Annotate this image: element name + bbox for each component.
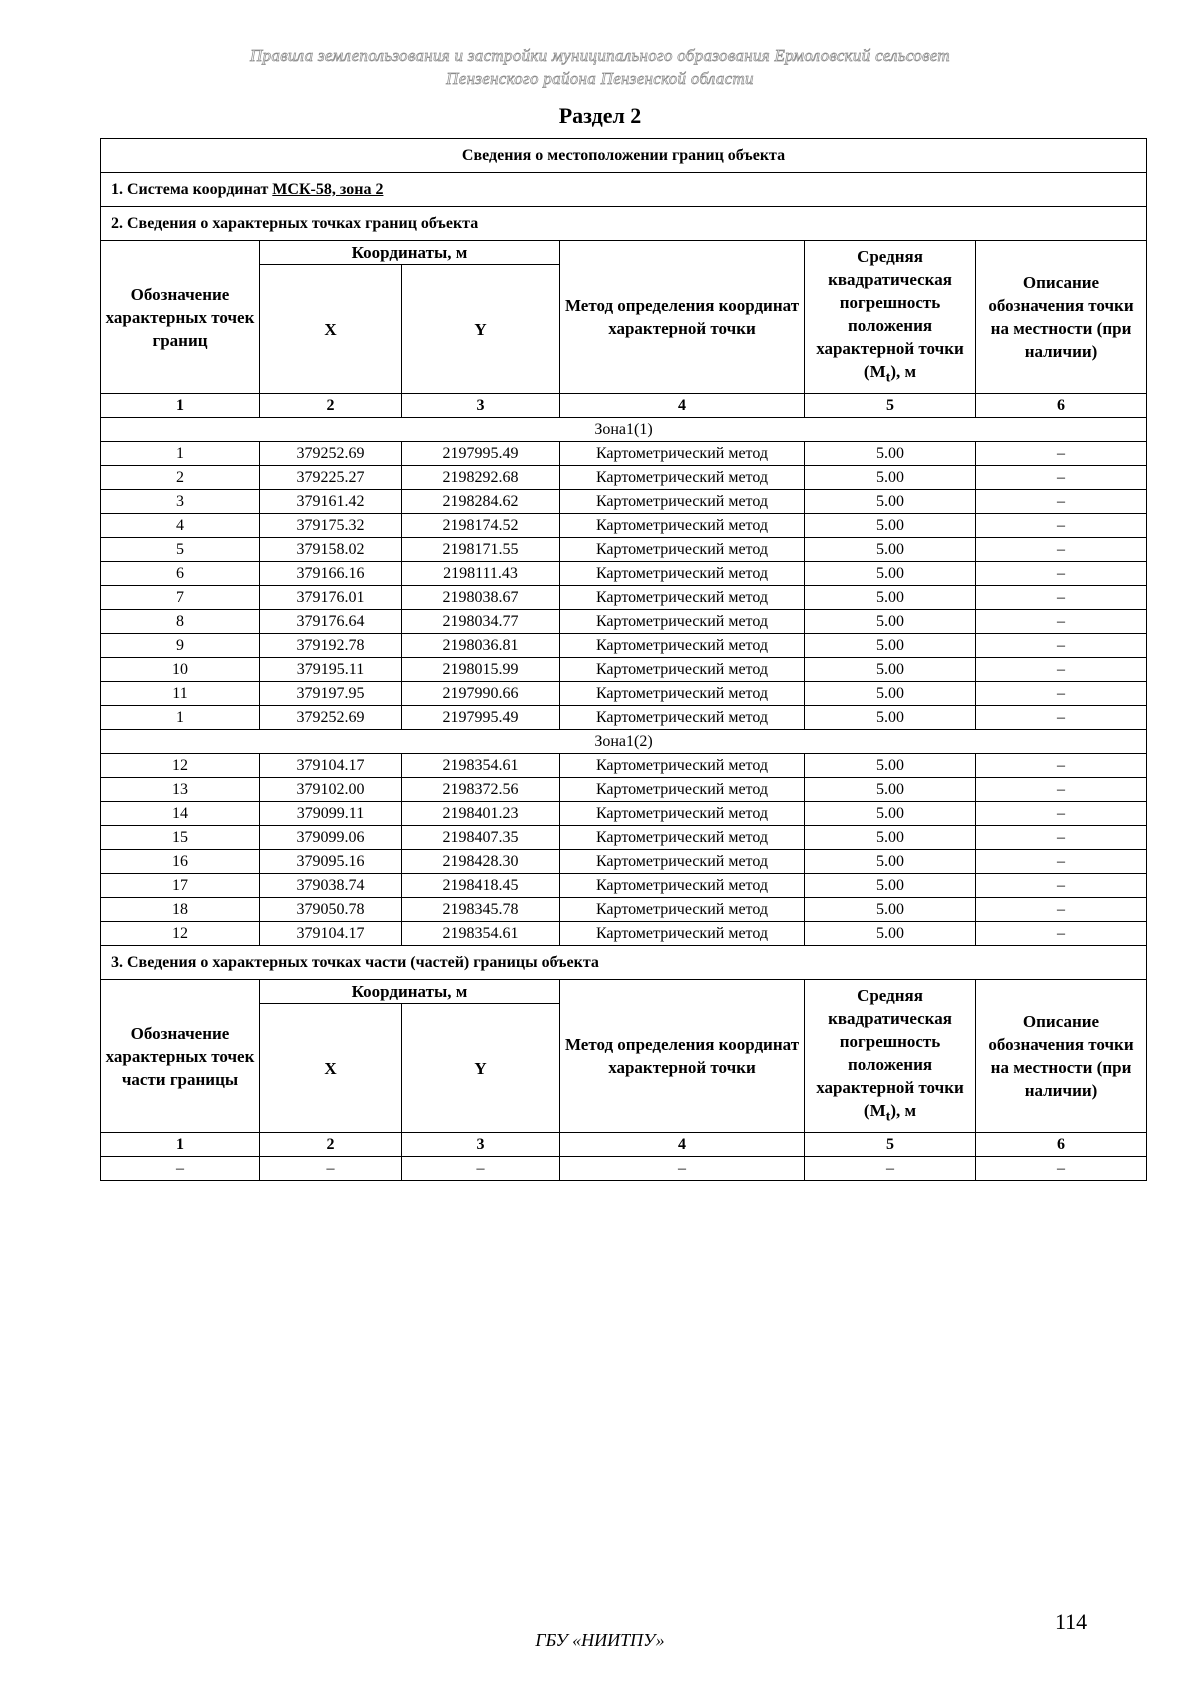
part-table-row [101, 1157, 1147, 1181]
coord-x: 379038.74 [260, 874, 402, 898]
description: – [976, 706, 1147, 730]
col-error-header-tail: ), м [890, 361, 917, 381]
point-id: 2 [101, 466, 260, 490]
point-id: 12 [101, 922, 260, 946]
method: Картометрический метод [560, 538, 805, 562]
column-numbers-row-2 [101, 1133, 1147, 1157]
table-row [101, 922, 1147, 946]
coord-x: 379050.78 [260, 898, 402, 922]
point-id: 5 [101, 538, 260, 562]
error-value: 5.00 [805, 490, 976, 514]
col-method-header-2: Метод определения координат характерной точки [560, 980, 805, 1133]
table-row [101, 514, 1147, 538]
col-error-header-text: Средняя квадратическая погрешность положения характерной точки (M [816, 246, 964, 381]
coord-x: 379195.11 [260, 658, 402, 682]
coord-y: 2198284.62 [402, 490, 560, 514]
description: – [976, 658, 1147, 682]
description: – [976, 634, 1147, 658]
error-value: 5.00 [805, 514, 976, 538]
table-row [101, 754, 1147, 778]
method: Картометрический метод [560, 658, 805, 682]
table-title: Сведения о местоположении границ объекта [101, 139, 1147, 173]
description: – [976, 514, 1147, 538]
column-number: 5 [805, 394, 976, 418]
zone-label: Зона1(1) [101, 418, 1147, 442]
table-row [101, 538, 1147, 562]
method: Картометрический метод [560, 682, 805, 706]
column-number: 6 [976, 1133, 1147, 1157]
method: Картометрический метод [560, 898, 805, 922]
table-row [101, 874, 1147, 898]
page-number: 114 [1055, 1609, 1088, 1634]
section-title: Раздел 2 [558, 103, 642, 128]
method: Картометрический метод [560, 802, 805, 826]
error-value: 5.00 [805, 802, 976, 826]
description: – [976, 586, 1147, 610]
col-error-header-2 [805, 980, 976, 1133]
error-value: 5.00 [805, 586, 976, 610]
point-id: 14 [101, 802, 260, 826]
error-value: 5.00 [805, 922, 976, 946]
method: Картометрический метод [560, 514, 805, 538]
col-description-header: Описание обозначения точки на местности (при наличии) [976, 241, 1147, 394]
column-number: 5 [805, 1133, 976, 1157]
col-error-header [805, 241, 976, 394]
coord-x: 379166.16 [260, 562, 402, 586]
method: Картометрический метод [560, 466, 805, 490]
col-coords-header-2: Координаты, м [260, 980, 560, 1004]
col-designation-header: Обозначение характерных точек границ [101, 241, 260, 394]
zone-row [101, 730, 1147, 754]
col-error-header-sub: t [885, 1108, 891, 1125]
point-id: 10 [101, 658, 260, 682]
description: – [976, 778, 1147, 802]
method: Картометрический метод [560, 778, 805, 802]
column-number: 4 [560, 394, 805, 418]
table-row [101, 442, 1147, 466]
coord-y: 2198354.61 [402, 754, 560, 778]
point-id: 9 [101, 634, 260, 658]
error-value: 5.00 [805, 682, 976, 706]
method: Картометрический метод [560, 610, 805, 634]
column-number: 1 [101, 1133, 260, 1157]
coord-y: 2198428.30 [402, 850, 560, 874]
description: – [976, 850, 1147, 874]
method: Картометрический метод [560, 634, 805, 658]
coord-x: 379158.02 [260, 538, 402, 562]
coord-system-value: МСК-58, зона 2 [272, 181, 384, 198]
description: – [976, 490, 1147, 514]
point-id: 4 [101, 514, 260, 538]
table-row [101, 826, 1147, 850]
error-value: 5.00 [805, 634, 976, 658]
description: – [976, 562, 1147, 586]
coord-x: 379102.00 [260, 778, 402, 802]
coord-x: 379104.17 [260, 922, 402, 946]
description: – [976, 898, 1147, 922]
error-value: 5.00 [805, 610, 976, 634]
point-id: 1 [101, 706, 260, 730]
col-description-header-2: Описание обозначения точки на местности (при наличии) [976, 980, 1147, 1133]
coord-y: 2198174.52 [402, 514, 560, 538]
col-error-header-sub: t [885, 369, 891, 386]
column-numbers-row [101, 394, 1147, 418]
coord-y: 2198407.35 [402, 826, 560, 850]
coord-x: 379161.42 [260, 490, 402, 514]
point-id: 17 [101, 874, 260, 898]
zone-row [101, 418, 1147, 442]
description: – [976, 874, 1147, 898]
method: Картометрический метод [560, 922, 805, 946]
table-row [101, 634, 1147, 658]
coord-system-row [101, 173, 1147, 207]
point-id: 6 [101, 562, 260, 586]
column-number: 2 [260, 1133, 402, 1157]
error-value: 5.00 [805, 826, 976, 850]
column-number: 6 [976, 394, 1147, 418]
column-number: 4 [560, 1133, 805, 1157]
point-id: 11 [101, 682, 260, 706]
coord-y: 2198036.81 [402, 634, 560, 658]
description: – [976, 610, 1147, 634]
col-designation-part-header: Обозначение характерных точек части границы [101, 980, 260, 1133]
running-header-line2: Пензенского района Пензенской области [446, 69, 754, 88]
point-id: 1 [101, 442, 260, 466]
coord-y: 2198111.43 [402, 562, 560, 586]
coord-x: 379192.78 [260, 634, 402, 658]
table-row [101, 898, 1147, 922]
description: – [976, 1157, 1147, 1181]
point-id: 16 [101, 850, 260, 874]
col-error-header-text: Средняя квадратическая погрешность положения характерной точки (M [816, 985, 964, 1120]
boundary-table [100, 138, 1147, 1181]
coord-y: 2198292.68 [402, 466, 560, 490]
error-value: 5.00 [805, 562, 976, 586]
col-x-header-2: X [260, 1004, 402, 1133]
table-row [101, 466, 1147, 490]
point-id: 8 [101, 610, 260, 634]
description: – [976, 826, 1147, 850]
point-id: 12 [101, 754, 260, 778]
method: Картометрический метод [560, 442, 805, 466]
description: – [976, 442, 1147, 466]
table-row [101, 610, 1147, 634]
coord-x: 379252.69 [260, 706, 402, 730]
col-coords-header: Координаты, м [260, 241, 560, 265]
coord-x: 379197.95 [260, 682, 402, 706]
error-value: 5.00 [805, 898, 976, 922]
section2-title: 2. Сведения о характерных точках границ объекта [101, 207, 1147, 241]
description: – [976, 754, 1147, 778]
coord-y: 2198038.67 [402, 586, 560, 610]
coord-y: 2198345.78 [402, 898, 560, 922]
running-header [0, 44, 1200, 90]
footer: ГБУ «НИИТПУ» [535, 1630, 665, 1650]
coord-x: – [260, 1157, 402, 1181]
error-value: 5.00 [805, 706, 976, 730]
table-row [101, 562, 1147, 586]
method: Картометрический метод [560, 586, 805, 610]
description: – [976, 466, 1147, 490]
description: – [976, 538, 1147, 562]
table-row [101, 682, 1147, 706]
table-row [101, 802, 1147, 826]
col-method-header: Метод определения координат характерной точки [560, 241, 805, 394]
error-value: 5.00 [805, 778, 976, 802]
method: Картометрический метод [560, 490, 805, 514]
method: Картометрический метод [560, 826, 805, 850]
point-id: 18 [101, 898, 260, 922]
coord-y: 2198354.61 [402, 922, 560, 946]
col-y-header-2: Y [402, 1004, 560, 1133]
coord-x: 379099.11 [260, 802, 402, 826]
column-number: 3 [402, 394, 560, 418]
column-number: 1 [101, 394, 260, 418]
description: – [976, 922, 1147, 946]
point-id: 7 [101, 586, 260, 610]
coord-y: 2198372.56 [402, 778, 560, 802]
error-value: 5.00 [805, 538, 976, 562]
coord-x: 379225.27 [260, 466, 402, 490]
coord-x: 379252.69 [260, 442, 402, 466]
col-error-header-tail: ), м [890, 1100, 917, 1120]
column-number: 3 [402, 1133, 560, 1157]
table-row [101, 850, 1147, 874]
point-id: 15 [101, 826, 260, 850]
table-row [101, 778, 1147, 802]
coord-y: 2198015.99 [402, 658, 560, 682]
method: Картометрический метод [560, 874, 805, 898]
error-value: 5.00 [805, 874, 976, 898]
error-value: 5.00 [805, 466, 976, 490]
method: Картометрический метод [560, 754, 805, 778]
coord-x: 379176.64 [260, 610, 402, 634]
error-value: 5.00 [805, 658, 976, 682]
running-header-line1: Правила землепользования и застройки муниципального образования Ермоловский сельсовет [250, 46, 950, 65]
coord-x: 379099.06 [260, 826, 402, 850]
coord-y: 2198034.77 [402, 610, 560, 634]
error-value: 5.00 [805, 754, 976, 778]
description: – [976, 802, 1147, 826]
coord-y: 2198401.23 [402, 802, 560, 826]
coord-y: 2197995.49 [402, 442, 560, 466]
coord-x: 379176.01 [260, 586, 402, 610]
point-id: 13 [101, 778, 260, 802]
table-row [101, 586, 1147, 610]
coord-y: 2197990.66 [402, 682, 560, 706]
section3-title: 3. Сведения о характерных точках части (частей) границы объекта [101, 946, 1147, 980]
coord-x: 379095.16 [260, 850, 402, 874]
point-id: – [101, 1157, 260, 1181]
coord-system-label: 1. Система координат [111, 181, 273, 198]
zone-label: Зона1(2) [101, 730, 1147, 754]
error-value: – [805, 1157, 976, 1181]
coord-y: – [402, 1157, 560, 1181]
description: – [976, 682, 1147, 706]
coord-y: 2197995.49 [402, 706, 560, 730]
coord-y: 2198171.55 [402, 538, 560, 562]
table-row [101, 706, 1147, 730]
error-value: 5.00 [805, 442, 976, 466]
coord-x: 379104.17 [260, 754, 402, 778]
method: Картометрический метод [560, 850, 805, 874]
method: – [560, 1157, 805, 1181]
point-id: 3 [101, 490, 260, 514]
coord-x: 379175.32 [260, 514, 402, 538]
col-x-header: X [260, 265, 402, 394]
error-value: 5.00 [805, 850, 976, 874]
table-row [101, 490, 1147, 514]
col-y-header: Y [402, 265, 560, 394]
coord-y: 2198418.45 [402, 874, 560, 898]
table-row [101, 658, 1147, 682]
column-number: 2 [260, 394, 402, 418]
method: Картометрический метод [560, 562, 805, 586]
method: Картометрический метод [560, 706, 805, 730]
